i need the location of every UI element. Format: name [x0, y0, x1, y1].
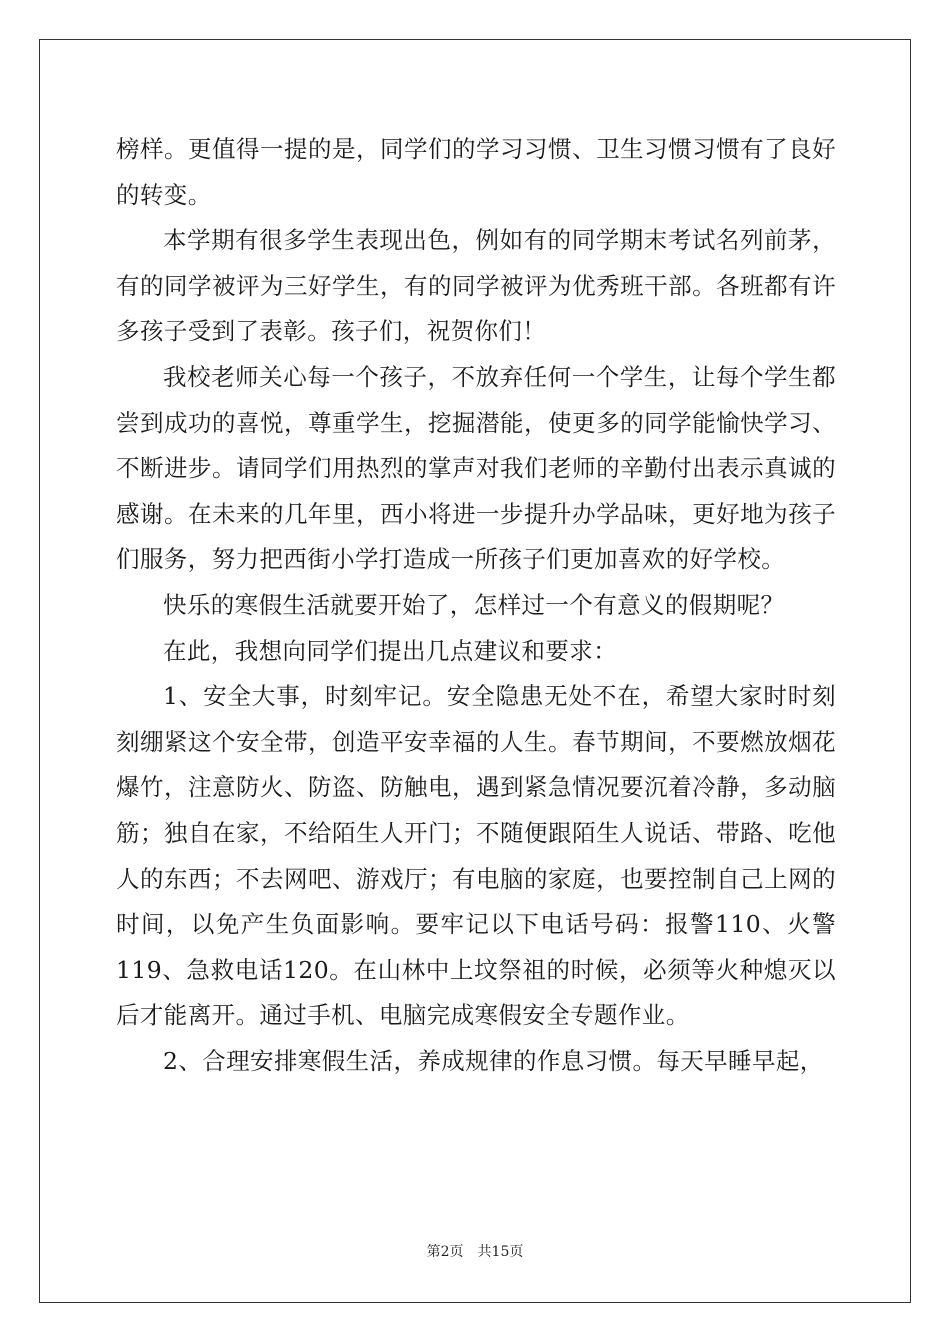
page-footer	[0, 1241, 950, 1261]
page-number: 第2页	[426, 1244, 464, 1260]
paragraph-3: 我校老师关心每一个孩子，不放弃任何一个学生，让每个学生都尝到成功的喜悦，尊重学生，挖掘潜能，使更多的同学能愉快学习、不断进步。请同学们用热烈的掌声对我们老师的辛勤付出表示真诚的感谢。在未来的几年里，西小将进一步提升办学品味，更好地为孩子们服务，努力把西街小学打造成一所孩子们更加喜欢的好学校。	[116, 362, 836, 574]
paragraph-4: 快乐的寒假生活就要开始了，怎样过一个有意义的假期呢？	[163, 590, 785, 619]
paragraph-1: 榜样。更值得一提的是，同学们的学习习惯、卫生习惯习惯有了良好的转变。	[116, 135, 836, 209]
paragraph-2: 本学期有很多学生表现出色，例如有的同学期末考试名列前茅，有的同学被评为三好学生，有的同学被评为优秀班干部。各班都有许多孩子受到了表彰。孩子们，祝贺你们！	[116, 226, 836, 346]
page-total: 共15页	[477, 1244, 524, 1260]
paragraph-6: 1、安全大事，时刻牢记。安全隐患无处不在，希望大家时时刻刻绷紧这个安全带，创造平安幸福的人生。春节期间，不要燃放烟花爆竹，注意防火、防盗、防触电，遇到紧急情况要沉着冷静，多动脑筋；独自在家，不给陌生人开门；不随便跟陌生人说话、带路、吃他人的东西；不去网吧、游戏厅；有电脑的家庭，也要控制自己上网的时间，以免产生负面影响。要牢记以下电话号码：报警110、火警119、急救电话120。在山林中上坟祭祖的时候，必须等火种熄灭以后才能离开。通过手机、电脑完成寒假安全专题作业。	[116, 682, 836, 1030]
paragraph-7: 2、合理安排寒假生活，养成规律的作息习惯。每天早睡早起，	[163, 1046, 824, 1075]
paragraph-5: 在此，我想向同学们提出几点建议和要求：	[163, 636, 618, 665]
document-body	[116, 127, 836, 1084]
